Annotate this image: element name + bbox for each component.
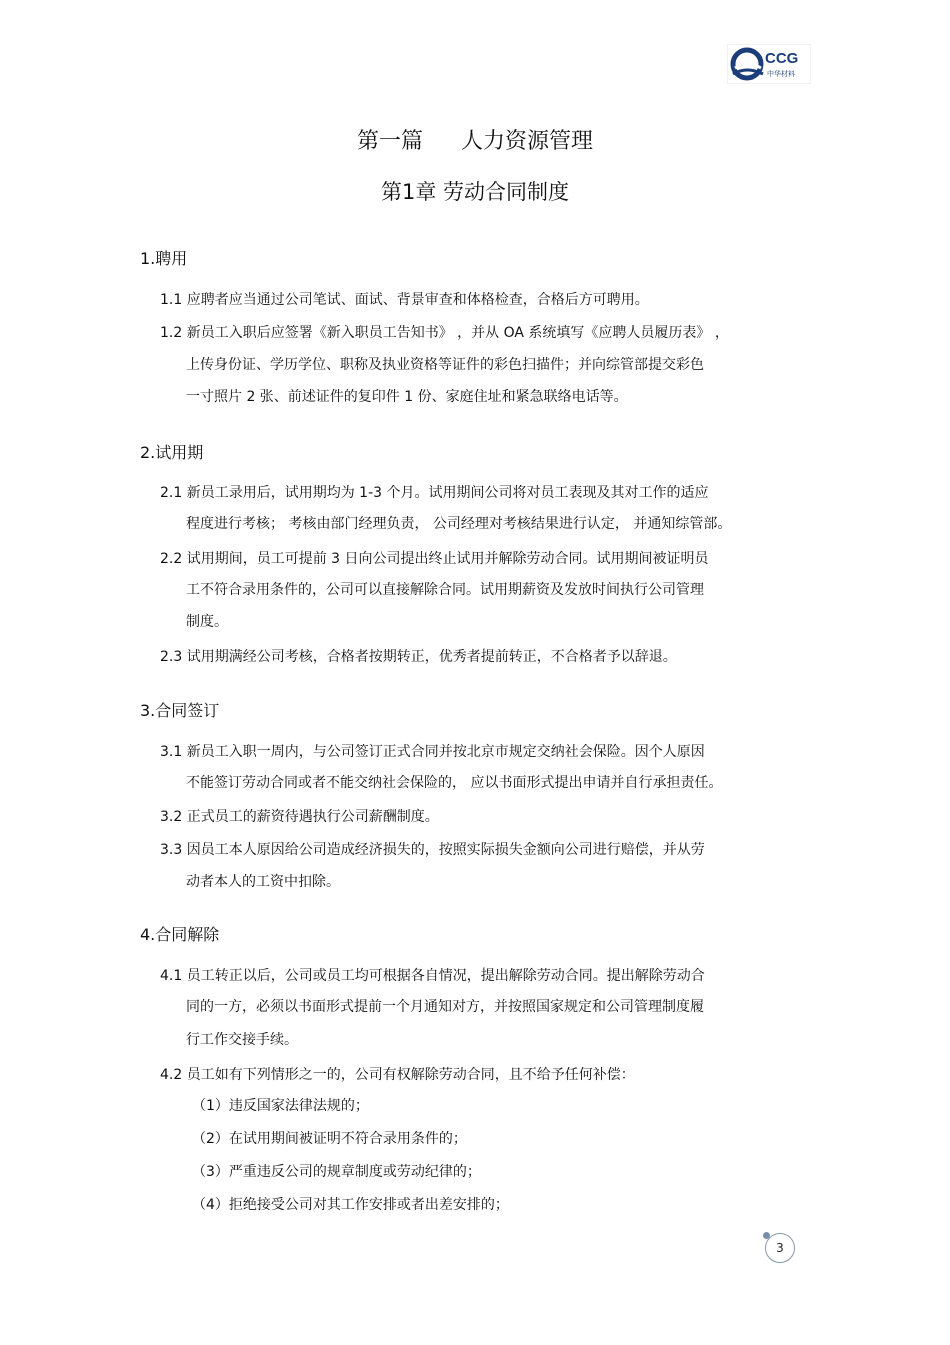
clause-line: 制度。 [186, 614, 228, 630]
svg-text:中华材料: 中华材料 [767, 70, 795, 78]
clause-line: 3.1 新员工入职一周内，与公司签订正式合同并按北京市规定交纳社会保险。因个人原因 [160, 744, 705, 760]
svg-text:CCG: CCG [765, 50, 799, 67]
clause-line: 2.3 试用期满经公司考核，合格者按期转正，优秀者提前转正，不合格者予以辞退。 [160, 649, 677, 665]
page-number: 3 [765, 1233, 795, 1263]
clause-line: 程度进行考核； 考核由部门经理负责， 公司经理对考核结果进行认定， 并通知综管部。 [186, 516, 732, 532]
clause-line: 上传身份证、学历学位、职称及执业资格等证件的彩色扫描件；并向综管部提交彩色 [186, 357, 704, 373]
clause-line: 1.2 新员工入职后应签署《新入职员工告知书》 ，并从 OA 系统填写《应聘人员履历表》 ， [160, 325, 729, 341]
part-title-text: 人力资源管理 [461, 129, 594, 154]
list-item: （1）违反国家法律法规的； [192, 1098, 369, 1114]
clause-line: 4.1 员工转正以后，公司或员工均可根据各自情况，提出解除劳动合同。提出解除劳动合 [160, 968, 705, 984]
part-title [0, 124, 950, 155]
clause-line: 3.2 正式员工的薪资待遇执行公司薪酬制度。 [160, 809, 439, 825]
clause-line: 2.1 新员工录用后，试用期均为 1-3 个月。试用期间公司将对员工表现及其对工作的适应 [160, 485, 709, 501]
clause-line: 2.2 试用期间，员工可提前 3 日向公司提出终止试用并解除劳动合同。试用期间被证明员 [160, 551, 709, 567]
part-title-number: 第一篇 [356, 129, 423, 154]
clause-line: 行工作交接手续。 [186, 1032, 298, 1048]
list-item: （4）拒绝接受公司对其工作安排或者出差安排的； [192, 1197, 509, 1213]
section-heading: 1.聘用 [140, 249, 188, 268]
clause-line: 4.2 员工如有下列情形之一的，公司有权解除劳动合同，且不给予任何补偿： [160, 1067, 635, 1083]
clause-line: 一寸照片 2 张、前述证件的复印件 1 份、家庭住址和紧急联络电话等。 [186, 389, 628, 405]
clause-line: 不能签订劳动合同或者不能交纳社会保险的， 应以书面形式提出申请并自行承担责任。 [186, 775, 723, 791]
section-heading: 3.合同签订 [140, 701, 220, 720]
list-item: （2）在试用期间被证明不符合录用条件的； [192, 1131, 467, 1147]
clause-line: 动者本人的工资中扣除。 [186, 874, 340, 890]
clause-line: 同的一方，必须以书面形式提前一个月通知对方，并按照国家规定和公司管理制度履 [186, 999, 704, 1015]
clause-line: 工不符合录用条件的，公司可以直接解除合同。试用期薪资及发放时间执行公司管理 [186, 582, 704, 598]
list-item: （3）严重违反公司的规章制度或劳动纪律的； [192, 1164, 481, 1180]
section-heading: 4.合同解除 [140, 925, 220, 944]
section-heading: 2.试用期 [140, 443, 204, 462]
chapter-title: 第1章 劳动合同制度 [380, 180, 570, 204]
company-logo [727, 44, 811, 84]
clause-line: 1.1 应聘者应当通过公司笔试、面试、背景审查和体格检查，合格后方可聘用。 [160, 292, 649, 308]
clause-line: 3.3 因员工本人原因给公司造成经济损失的，按照实际损失金额向公司进行赔偿，并从劳 [160, 842, 705, 858]
